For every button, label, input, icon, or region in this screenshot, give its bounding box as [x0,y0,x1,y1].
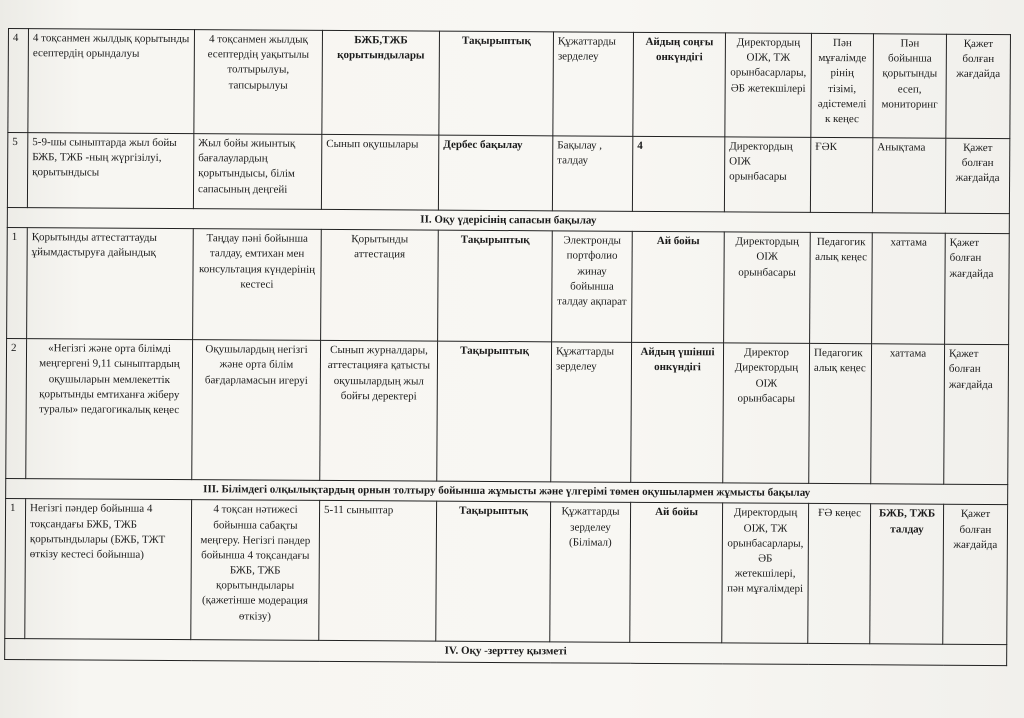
control-type-cell: Дербес бақылау [438,135,552,211]
review-venue-cell: Пән мұғалімдерінің тізімі, әдістемелік кеңес [811,33,874,137]
control-goal-cell: Таңдау пәні бойынша талдау, емтихан мен консультация күндерінің кестесі [193,229,322,341]
repeat-control-cell: Қажет болған жағдайда [945,233,1010,344]
section-title: ІІ. Оқу үдерісінің сапасын бақылау [7,207,1009,233]
result-cell: БЖБ, ТЖБ талдау [870,504,944,644]
control-goal-cell: 4 тоқсан нәтижесі бойынша сабақты меңгеру. Негізгі пәндер бойынша 4 тоқсандағы БЖБ, ТЖБ қорытындылары (қажетінше модерация өткізу) [191,500,320,641]
control-method-cell: Электронды портфолио жинау бойынша талдау ақпарат [552,231,633,342]
control-method-cell: Бақылау , талдау [552,136,632,211]
control-method-cell: Құжаттарды зерделеу (Білімал) [550,502,631,642]
deadline-cell: Ай бойы [630,503,723,644]
row-number: 5 [7,133,27,208]
control-type-cell: Тақырыптық [439,31,554,136]
responsible-cell: Директордың ОІЖ орынбасары [724,232,811,344]
section-title: ІІІ. Білімдегі олқылықтардың орнын толтыру бойынша жұмысты және үлгерімі төмен оқушылармен жұмысты бақылау [6,479,1008,505]
control-subject-cell: 5-9-шы сыныптарда жыл бойы БЖБ, ТЖБ -ның жүргізілуі, қорытындысы [27,133,193,209]
section-title: IV. Оқу -зерттеу қызметі [5,639,1007,665]
deadline-cell: Айдың соңғы онкүндігі [633,32,726,137]
deadline-cell: Айдың үшінші онкүндігі [631,342,724,483]
review-venue-cell: ҒӘК [810,137,872,212]
control-object-cell: Сынып оқушылары [321,134,438,210]
repeat-control-cell: Қажет болған жағдайда [945,138,1009,213]
responsible-cell: Директордың ОІЖ орынбасары [724,137,810,213]
responsible-cell: Директор Директордың ОІЖ орынбасары [723,343,810,484]
control-object-cell: Сынып журналдары, аттестацияға қатысты оқушылардың жыл бойғы деректері [320,341,438,482]
table-row-4 [8,29,1011,139]
deadline-cell: Ай бойы [632,231,725,343]
row-number: 2 [6,339,27,479]
control-goal-cell: 4 тоқсанмен жылдық есептердің уақытылы толтырылуы, тапсырылуы [194,30,323,135]
table-row-s3-1 [5,499,1008,645]
row-number: 1 [7,228,28,339]
control-subject-cell: Қорытынды аттестаттауды ұйымдастыруға дайындық [27,228,194,340]
row-number: 1 [5,499,26,639]
repeat-control-cell: Қажет болған жағдайда [946,34,1011,138]
repeat-control-cell: Қажет болған жағдайда [944,344,1009,484]
control-object-cell: 5-11 сыныптар [319,501,437,642]
responsible-cell: Директордың ОІЖ, ТЖ орынбасарлары, ӘБ жетекшілері [725,33,812,138]
control-goal-cell: Оқушылардың негізгі және орта білім бағдарламасын игеруі [192,340,321,481]
result-cell: Пән бойынша қорытынды есеп, мониторинг [873,34,947,138]
control-plan-table [4,28,1011,666]
row-number: 4 [8,29,29,133]
control-subject-cell: «Негізгі және орта білімді меңгергені 9,11 сыныптардың оқушыларын мемлекеттік қорытынды емтиханға жіберу туралы» педагогикалық кеңес [26,339,193,480]
control-type-cell: Тақырыптық [437,341,552,482]
control-type-cell: Тақырыптық [438,230,553,342]
control-type-cell: Тақырыптық [436,501,551,642]
review-venue-cell: Педагогикалық кеңес [810,233,873,344]
control-subject-cell: Негізгі пәндер бойынша 4 тоқсандағы БЖБ, ТЖБ қорытындылары (БЖБ, ТЖТ өткізу кестесі бойынша) [25,499,192,640]
result-cell: Анықтама [872,138,945,213]
result-cell: хаттама [872,233,946,344]
control-goal-cell: Жыл бойы жиынтық бағалаулардың қорытындысы, білім сапасының деңгейі [193,134,321,210]
result-cell: хаттама [871,344,945,484]
review-venue-cell: Педагогикалық кеңес [809,344,872,484]
deadline-cell: 4 [632,136,724,212]
control-object-cell: БЖБ,ТЖБ қорытындылары [322,30,440,135]
control-method-cell: Құжаттарды зерделеу [553,32,634,136]
repeat-control-cell: Қажет болған жағдайда [943,505,1008,645]
table-row-5 [7,133,1009,214]
table-row-s2-1 [7,228,1010,345]
review-venue-cell: ҒӘ кеңес [808,504,871,644]
table-row-s2-2 [6,339,1009,485]
responsible-cell: Директордың ОІЖ, ТЖ орынбасарлары, ӘБ жетекшілері, пән мұғалімдері [722,503,809,644]
control-method-cell: Құжаттарды зерделеу [551,342,632,482]
control-subject-cell: 4 тоқсанмен жылдық қорытынды есептердің орындалуы [28,29,195,134]
control-object-cell: Қорытынды аттестация [321,230,439,342]
